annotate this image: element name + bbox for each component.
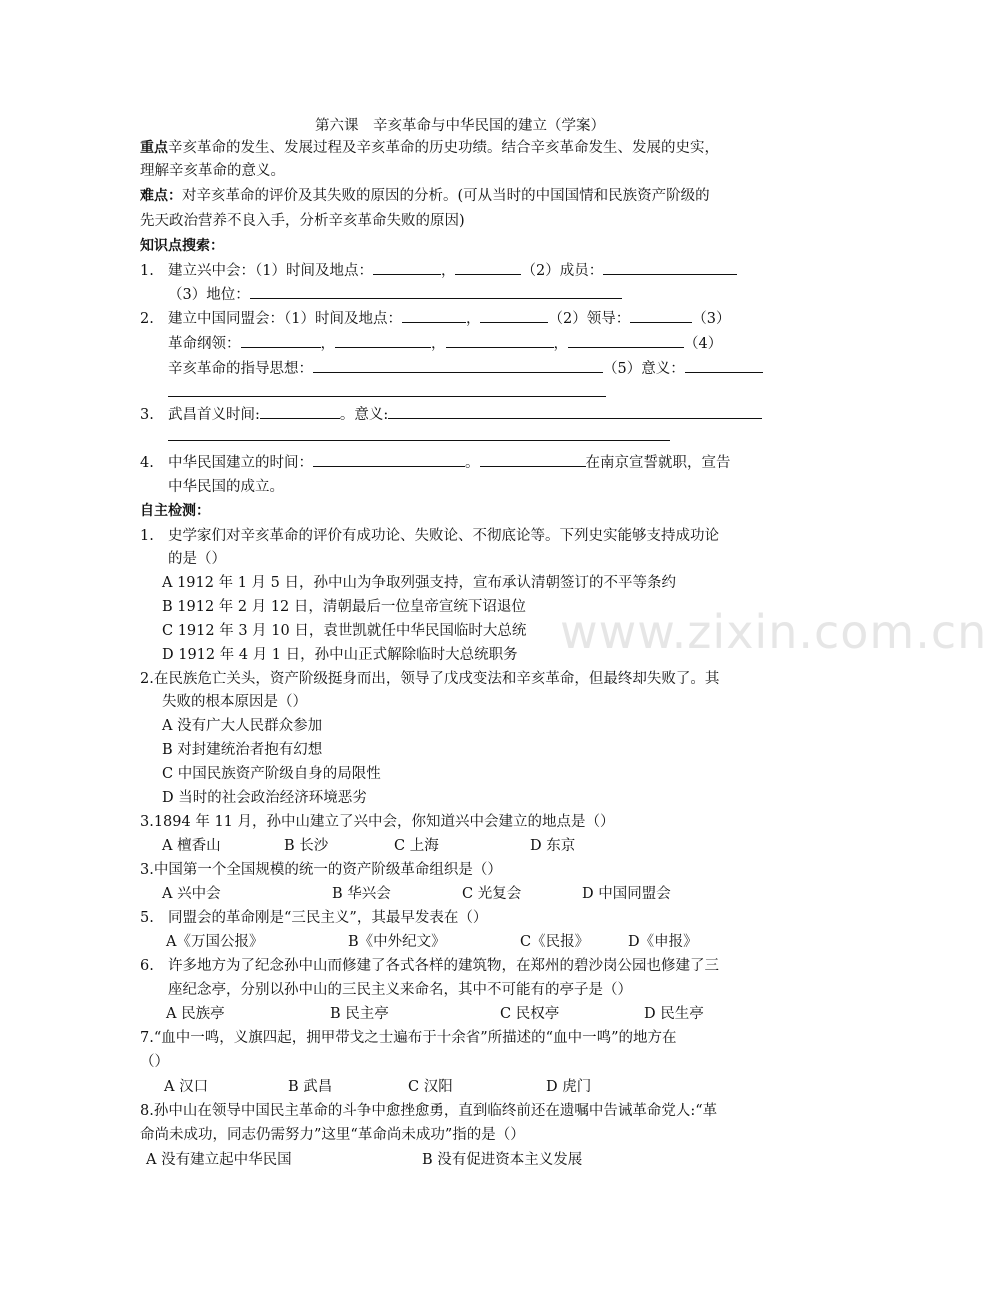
q2-stem-2: 失败的根本原因是（） [162,694,307,710]
q4-option-b: B 华兴会 [332,886,391,902]
q5-option-b: B《中外纪文》 [348,934,446,950]
q6-option-b: B 民主亭 [330,1006,389,1022]
q4-options [162,884,807,904]
page-title: 第六课 辛亥革命与中华民国的建立（学案） [315,118,605,134]
knowledge-heading: 知识点搜索： [140,238,224,254]
difficulty-line-2: 先天政治营养不良入手，分析辛亥革命失败的原因) [140,213,465,229]
difficulty-label: 难点： [140,188,182,204]
q8-option-b: B 没有促进资本主义发展 [422,1152,583,1168]
q5-options [166,932,811,952]
q2-option-b: B 对封建统治者抱有幻想 [162,742,323,758]
blank-field[interactable] [313,358,603,373]
q5-option-d: D《申报》 [628,934,698,950]
q1-option-d: D 1912 年 4 月 1 日，孙中山正式解除临时大总统职务 [162,647,518,663]
focus-line-2: 理解辛亥革命的意义。 [140,163,285,179]
q6-option-d: D 民生亭 [644,1006,704,1022]
q5-option-c: C《民报》 [520,934,590,950]
q4-option-a: A 兴中会 [162,886,221,902]
blank-field[interactable] [373,260,441,275]
q3-option-d: D 东京 [530,838,576,854]
focus-label: 重点 [140,140,168,156]
q3-stem: 3.1894 年 11 月，孙中山建立了兴中会，你知道兴中会建立的地点是（） [140,814,615,830]
blank-field[interactable] [335,333,431,348]
q6-option-a: A 民族亭 [166,1006,225,1022]
k4-line-1: 4. 中华民国建立的时间： 。 在南京宣誓就职，宣告 [140,452,785,473]
blank-field[interactable] [568,333,684,348]
k2-line-2: 革命纲领： ， ， ， （4） [168,333,785,354]
q1-option-b: B 1912 年 2 月 12 日，清朝最后一位皇帝宣统下诏退位 [162,599,526,615]
q5-option-a: A《万国公报》 [166,934,264,950]
q1-stem-1: 1. 史学家们对辛亥革命的评价有成功论、失败论、不彻底论等。下列史实能够支持成功论 [140,528,719,544]
q2-option-d: D 当时的社会政治经济环境恶劣 [162,790,367,806]
blank-field[interactable] [388,404,762,419]
blank-field[interactable] [630,308,692,323]
blank-field[interactable] [455,260,521,275]
q4-option-c: C 光复会 [462,886,522,902]
q7-option-c: C 汉阳 [408,1079,453,1095]
q7-option-d: D 虎门 [546,1079,592,1095]
blank-field[interactable] [241,333,321,348]
watermark: www.zixin.com.cn [560,605,987,659]
blank-field[interactable] [446,333,554,348]
blank-field[interactable] [250,284,622,299]
k2-line-4 [168,382,785,403]
q7-stem-2: （） [140,1054,169,1070]
blank-field[interactable] [685,358,763,373]
k3-line-1: 3. 武昌首义时间: 。意义: [140,404,785,425]
blank-field[interactable] [480,452,586,467]
blank-field[interactable] [168,426,670,441]
q1-option-c: C 1912 年 3 月 10 日，袁世凯就任中华民国临时大总统 [162,623,527,639]
q2-stem-1: 2.在民族危亡关头，资产阶级挺身而出，领导了戊戌变法和辛亥革命，但最终却失败了。其 [140,671,720,687]
q3-option-b: B 长沙 [284,838,329,854]
k2-line-3: 辛亥革命的指导思想： （5）意义： [168,358,785,379]
q3-option-c: C 上海 [394,838,439,854]
q1-stem-2: 的是（） [168,551,226,567]
q2-option-a: A 没有广大人民群众参加 [162,718,323,734]
q3-options [162,836,807,856]
blank-field[interactable] [480,308,548,323]
q2-option-c: C 中国民族资产阶级自身的局限性 [162,766,381,782]
k1-line-2: （3）地位： [168,284,785,305]
q6-stem-2: 座纪念亭，分别以孙中山的三民主义来命名，其中不可能有的亭子是（） [168,982,632,998]
q7-options [164,1077,809,1097]
blank-field[interactable] [260,404,340,419]
q4-stem: 3.中国第一个全国规模的统一的资产阶级革命组织是（） [140,862,502,878]
q7-stem-1: 7.“血中一鸣，义旗四起，拥甲带戈之士遍布于十余省”所描述的“血中一鸣”的地方在 [140,1030,677,1046]
self-check-heading: 自主检测： [140,503,210,519]
q7-option-b: B 武昌 [288,1079,333,1095]
q3-option-a: A 檀香山 [162,838,221,854]
k4-line-2: 中华民国的成立。 [168,479,284,495]
blank-field[interactable] [603,260,737,275]
blank-field[interactable] [402,308,466,323]
q8-stem-2: 命尚未成功，同志仍需努力”这里“革命尚未成功”指的是（） [140,1127,525,1143]
q4-option-d: D 中国同盟会 [582,886,671,902]
q7-option-a: A 汉口 [164,1079,209,1095]
blank-field[interactable] [313,452,465,467]
q8-options [146,1150,791,1170]
k1-line-1: 1. 建立兴中会：（1）时间及地点： ， （2）成员： [140,260,785,281]
blank-field[interactable] [168,382,606,397]
focus-line-1: 重点辛亥革命的发生、发展过程及辛亥革命的历史功绩。结合辛亥革命发生、发展的史实， [140,140,719,156]
k2-line-1: 2. 建立中国同盟会：（1）时间及地点： ， （2）领导： （3） [140,308,785,329]
q6-options [166,1004,811,1024]
difficulty-line-1: 难点：对辛亥革命的评价及其失败的原因的分析。(可从当时的中国国情和民族资产阶级的 [140,188,710,204]
q5-stem: 5. 同盟会的革命刚是“三民主义”，其最早发表在（） [140,910,488,926]
q8-option-a: A 没有建立起中华民国 [146,1152,292,1168]
q1-option-a: A 1912 年 1 月 5 日，孙中山为争取列强支持，宣布承认清朝签订的不平等条约 [162,575,676,591]
k3-line-2 [168,426,785,447]
q8-stem-1: 8.孙中山在领导中国民主革命的斗争中愈挫愈勇，直到临终前还在遗嘱中告诫革命党人:“革 [140,1103,718,1119]
q6-stem-1: 6. 许多地方为了纪念孙中山而修建了各式各样的建筑物，在郑州的碧沙岗公园也修建了三 [140,958,719,974]
q6-option-c: C 民权亭 [500,1006,560,1022]
